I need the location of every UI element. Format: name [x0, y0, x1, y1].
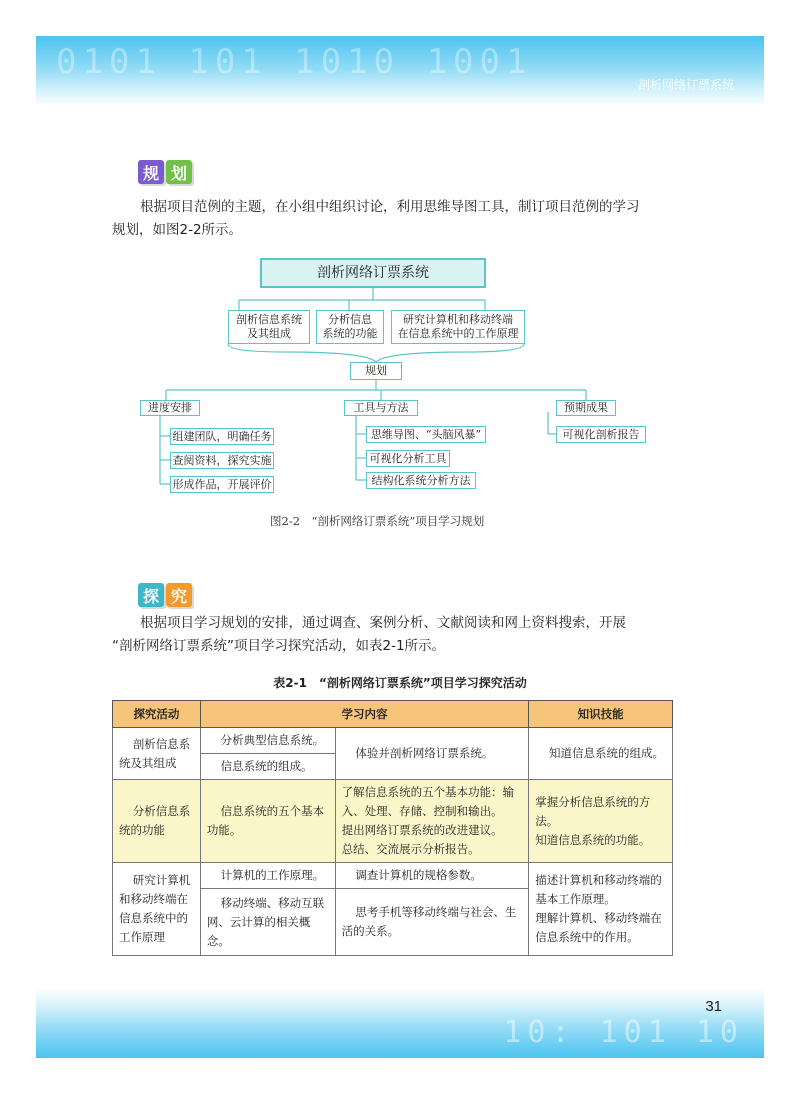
mindmap-branch-schedule: 进度安排 [140, 400, 200, 416]
table-caption: 表2-1 “剖析网络订票系统”项目学习探究活动 [273, 676, 527, 690]
activity-cell: 研究计算机和移动终端在信息系统中的工作原理 [113, 863, 201, 956]
content-a-cell: 计算机的工作原理。 [200, 863, 335, 889]
table-header-row [113, 701, 673, 728]
table-row [113, 863, 673, 889]
footer-band [36, 988, 764, 1058]
explore-paragraph-line1: 根据项目学习规划的安排，通过调查、案例分析、文献阅读和网上资料搜索，开展 [140, 615, 626, 631]
mindmap-root: 剖析网络订票系统 [260, 258, 486, 288]
skills-cell: 掌握分析信息系统的方法。 知道信息系统的功能。 [529, 780, 673, 863]
content-a-cell: 信息系统的组成。 [200, 754, 335, 780]
table-row [113, 780, 673, 863]
mindmap-leaf: 可视化分析工具 [366, 450, 450, 467]
mindmap-topic-2: 分析信息 系统的功能 [316, 310, 384, 344]
activity-cell: 剖析信息系统及其组成 [113, 728, 201, 780]
header-band [36, 36, 764, 106]
plan-badge [138, 160, 192, 184]
explore-badge [138, 583, 192, 607]
table-row [113, 728, 673, 754]
mindmap-plan-node: 规划 [350, 362, 402, 380]
plan-badge-char-2: 划 [166, 160, 192, 184]
figure-caption: 图2-2 “剖析网络订票系统”项目学习规划 [270, 514, 485, 528]
mindmap-branch-outcome: 预期成果 [556, 400, 616, 416]
mindmap-figure [136, 258, 696, 493]
page-number: 31 [705, 998, 722, 1015]
activity-cell: 分析信息系统的功能 [113, 780, 201, 863]
mindmap-leaf: 可视化剖析报告 [556, 426, 646, 443]
mindmap-topic-3: 研究计算机和移动终端 在信息系统中的工作原理 [391, 310, 525, 344]
plan-paragraph-line2: 规划，如图2-2所示。 [112, 222, 243, 238]
content-b-cell: 体验并剖析网络订票系统。 [335, 728, 529, 780]
activity-table [112, 700, 673, 956]
header-skills: 知识技能 [529, 701, 673, 728]
mindmap-topic-1: 剖析信息系统 及其组成 [228, 310, 310, 344]
explore-paragraph-line2: “剖析网络订票系统”项目学习探究活动，如表2-1所示。 [112, 638, 446, 654]
mindmap-leaf: 组建团队，明确任务 [170, 428, 274, 445]
skills-cell: 描述计算机和移动终端的基本工作原理。 理解计算机、移动终端在信息系统中的作用。 [529, 863, 673, 956]
content-b-cell: 了解信息系统的五个基本功能：输入、处理、存储、控制和输出。 提出网络订票系统的改进建议。 总结、交流展示分析报告。 [335, 780, 529, 863]
footer-binary-decoration: 10: 101 10 [503, 1015, 744, 1050]
content-a-cell: 信息系统的五个基本功能。 [200, 780, 335, 863]
content-b-cell: 调查计算机的规格参数。 [335, 863, 529, 889]
mindmap-leaf: 形成作品，开展评价 [170, 476, 274, 493]
content-b-cell: 思考手机等移动终端与社会、生活的关系。 [335, 889, 529, 956]
content-a-cell: 分析典型信息系统。 [200, 728, 335, 754]
header-binary-decoration: 0101 101 1010 1001 [56, 42, 533, 82]
skills-cell: 知道信息系统的组成。 [529, 728, 673, 780]
explore-badge-char-1: 探 [138, 583, 164, 607]
header-content: 学习内容 [200, 701, 528, 728]
mindmap-leaf: 查阅资料，探究实施 [170, 452, 274, 469]
mindmap-branch-tools: 工具与方法 [344, 400, 418, 416]
mindmap-leaf: 结构化系统分析方法 [366, 472, 476, 489]
running-header-title: 剖析网络订票系统 [637, 78, 734, 92]
explore-badge-char-2: 究 [166, 583, 192, 607]
plan-paragraph-line1: 根据项目范例的主题，在小组中组织讨论，利用思维导图工具，制订项目范例的学习 [140, 199, 640, 215]
mindmap-leaf: 思维导图、“头脑风暴” [366, 426, 486, 443]
content-a-cell: 移动终端、移动互联网、云计算的相关概念。 [200, 889, 335, 956]
header-activity: 探究活动 [113, 701, 201, 728]
plan-badge-char-1: 规 [138, 160, 164, 184]
textbook-page [36, 36, 764, 1058]
